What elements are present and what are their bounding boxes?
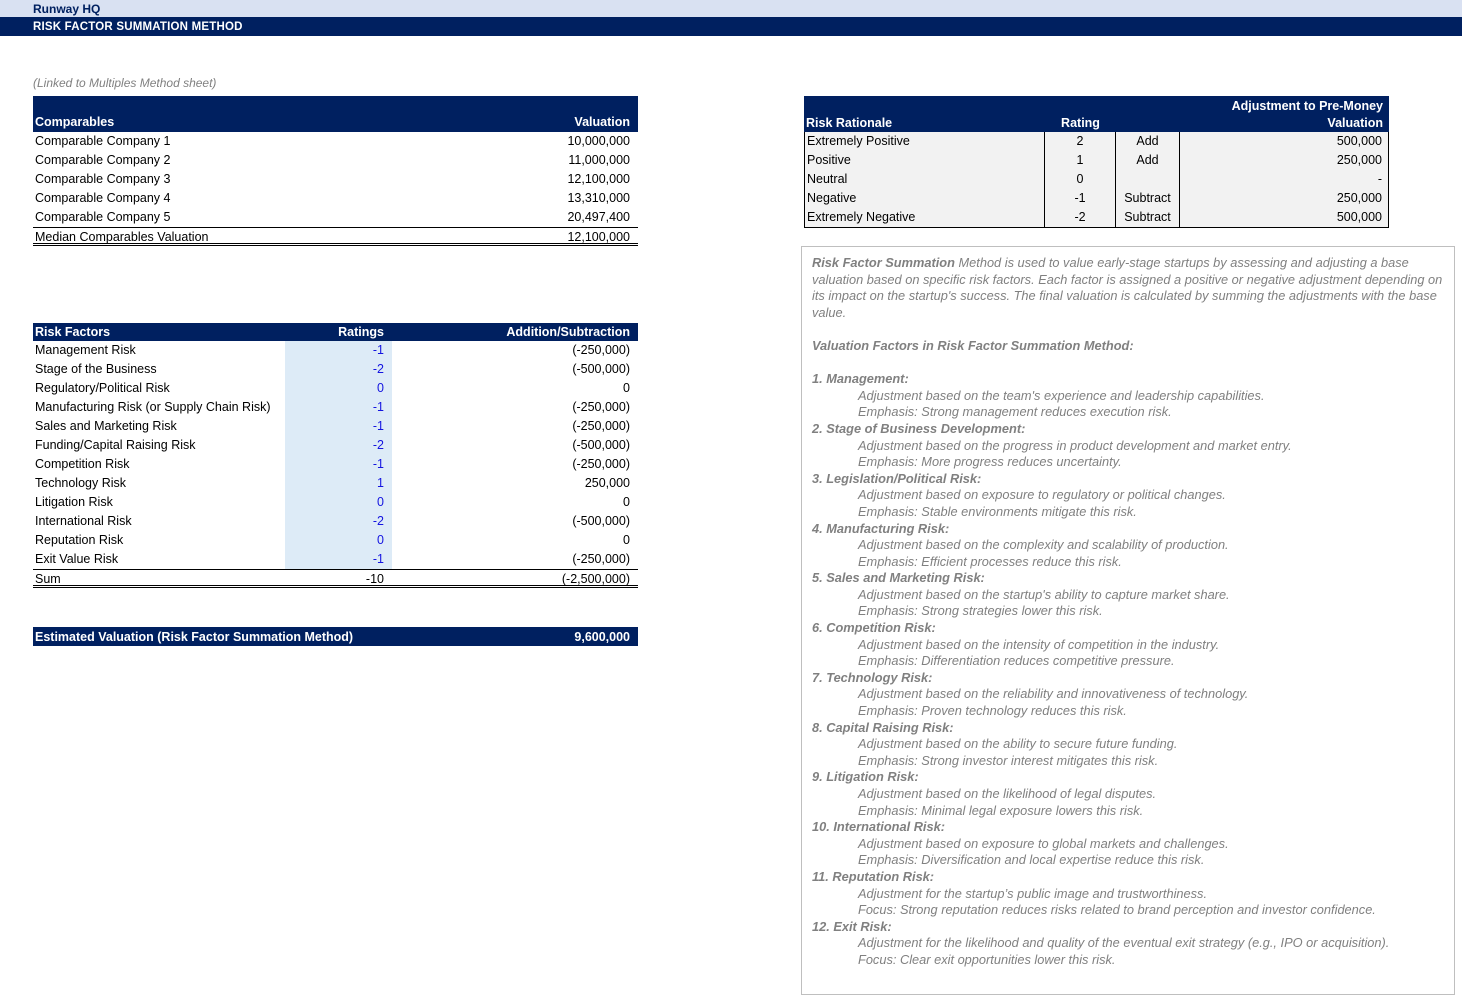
rationale-amount: 250,000 (1336, 153, 1382, 167)
table-row (33, 436, 638, 455)
risk-factors-table (33, 323, 638, 588)
company-name: Runway HQ (33, 1, 101, 16)
factor-rating-input[interactable]: -2 (285, 360, 392, 379)
factor-amount: (-500,000) (572, 438, 630, 452)
risk-rationale-body (804, 132, 1389, 228)
notes-item: 3. Legislation/Political Risk: Adjustment based on exposure to regulatory or political changes. Emphasis: Stable environments mitigate this risk. (812, 470, 1226, 519)
sheet-title: RISK FACTOR SUMMATION METHOD (33, 20, 243, 33)
factor-name: Management Risk (35, 343, 136, 357)
factor-rating-input[interactable]: -1 (285, 398, 392, 417)
factor-rating-input[interactable]: 0 (285, 531, 392, 550)
estimated-valuation-label: Estimated Valuation (Risk Factor Summation Method) (35, 629, 354, 644)
factor-rating-input[interactable]: -2 (285, 436, 392, 455)
table-row (33, 493, 638, 512)
comparable-valuation-cell[interactable]: 20,497,400 (567, 210, 630, 224)
workbook-header-bar (0, 0, 1462, 17)
sum-amount: (-2,500,000) (561, 572, 630, 586)
table-row (33, 379, 638, 398)
rationale-col-name: Risk Rationale (806, 116, 893, 130)
estimated-valuation-value: 9,600,000 (574, 629, 630, 644)
rationale-action: Add (1116, 151, 1180, 170)
table-row (805, 189, 1388, 208)
rationale-col-rating: Rating (1061, 116, 1100, 130)
factor-rating-input[interactable]: -1 (285, 341, 392, 360)
table-row (33, 512, 638, 531)
comparables-header (33, 96, 638, 132)
comparable-valuation-cell[interactable]: 12,100,000 (567, 172, 630, 186)
factor-name: Exit Value Risk (35, 552, 119, 566)
rationale-label: Positive (805, 151, 1045, 170)
sum-row (33, 569, 638, 588)
factors-col-ratings: Ratings (338, 325, 384, 339)
rationale-rating: 0 (1045, 170, 1116, 189)
comparable-name: Comparable Company 1 (35, 134, 171, 148)
table-row (33, 189, 638, 208)
rationale-rating: 1 (1045, 151, 1116, 170)
comparable-name: Comparable Company 4 (35, 191, 171, 205)
factor-name: Stage of the Business (35, 362, 157, 376)
rationale-label: Extremely Positive (805, 132, 1045, 151)
rationale-action: Add (1116, 132, 1180, 151)
rationale-label: Negative (805, 189, 1045, 208)
comparable-name: Comparable Company 2 (35, 153, 171, 167)
factor-rating-input[interactable]: -1 (285, 455, 392, 474)
factor-amount: (-250,000) (572, 343, 630, 357)
factor-amount: (-250,000) (572, 419, 630, 433)
median-value: 12,100,000 (567, 230, 630, 244)
methodology-notes-box (801, 246, 1455, 995)
rationale-amount: 500,000 (1336, 210, 1382, 224)
rationale-amount: 250,000 (1336, 191, 1382, 205)
factor-rating-input[interactable]: 1 (285, 474, 392, 493)
table-row (33, 550, 638, 569)
factor-amount: (-500,000) (572, 362, 630, 376)
notes-item: 10. International Risk: Adjustment based on exposure to global markets and challenges. Emphasis: Diversification and local expertise reduce this risk. (812, 819, 1229, 868)
sum-label: Sum (35, 572, 61, 586)
factor-amount: (-250,000) (572, 400, 630, 414)
table-row (33, 341, 638, 360)
factor-name: Reputation Risk (35, 533, 124, 547)
factor-amount: 0 (623, 495, 630, 509)
rationale-rating: 2 (1045, 132, 1116, 151)
factor-name: Litigation Risk (35, 495, 113, 509)
sum-rating: -10 (365, 572, 384, 586)
notes-item: 9. Litigation Risk: Adjustment based on the likelihood of legal disputes. Emphasis: Minimal legal exposure lowers this risk. (812, 769, 1157, 818)
factor-rating-input[interactable]: -2 (285, 512, 392, 531)
notes-item: 8. Capital Raising Risk: Adjustment based on the ability to secure future funding. Emphasis: Strong investor interest mitigates this risk. (812, 719, 1178, 768)
table-row (33, 417, 638, 436)
table-row (33, 360, 638, 379)
factor-amount: (-250,000) (572, 457, 630, 471)
table-row (805, 208, 1388, 227)
risk-rationale-table (804, 96, 1389, 228)
factor-name: Regulatory/Political Risk (35, 381, 170, 395)
factor-name: Funding/Capital Raising Risk (35, 438, 196, 452)
factor-rating-input[interactable]: -1 (285, 417, 392, 436)
rationale-action: Subtract (1116, 208, 1180, 227)
factor-name: Manufacturing Risk (or Supply Chain Risk) (35, 400, 271, 414)
notes-item: 11. Reputation Risk: Adjustment for the startup’s public image and trustworthiness. Focus: Strong reputation reduces risks related to brand perception and investor confidence. (812, 868, 1376, 918)
median-label: Median Comparables Valuation (35, 230, 209, 244)
rationale-rating: -1 (1045, 189, 1116, 208)
factors-col-addition: Addition/Subtraction (506, 325, 630, 339)
table-row (33, 151, 638, 170)
notes-item: 1. Management: Adjustment based on the team's experience and leadership capabilities. Emphasis: Strong management reduces execution risk. (812, 371, 1265, 420)
factor-name: Competition Risk (35, 457, 130, 471)
factors-col-name: Risk Factors (35, 325, 111, 339)
notes-item: 12. Exit Risk: Adjustment for the likelihood and quality of the eventual exit strategy (e.g., IPO or acquisition). Focus: Clear exit opportunities lower this risk. (812, 918, 1390, 967)
table-row (33, 398, 638, 417)
linked-note: (Linked to Multiples Method sheet) (33, 76, 217, 90)
comparable-valuation-cell[interactable]: 13,310,000 (567, 191, 630, 205)
median-row (33, 227, 638, 246)
factor-rating-input[interactable]: -1 (285, 550, 392, 569)
comparable-name: Comparable Company 3 (35, 172, 171, 186)
comparables-table (33, 96, 638, 246)
table-row (33, 132, 638, 151)
factor-rating-input[interactable]: 0 (285, 493, 392, 512)
risk-rationale-header (804, 96, 1389, 132)
table-row (33, 455, 638, 474)
comparables-col-name: Comparables (35, 115, 115, 129)
rationale-label: Extremely Negative (805, 208, 1045, 227)
risk-factors-header (33, 323, 638, 341)
notes-item: 4. Manufacturing Risk: Adjustment based on the complexity and scalability of production. Emphasis: Efficient processes reduce this risk. (812, 520, 1229, 569)
factor-name: Technology Risk (35, 476, 127, 490)
comparables-col-valuation: Valuation (574, 115, 630, 129)
rationale-action: Subtract (1116, 189, 1180, 208)
factor-amount: (-250,000) (572, 552, 630, 566)
table-row (33, 170, 638, 189)
notes-subtitle: Valuation Factors in Risk Factor Summation Method: (812, 337, 1134, 353)
notes-item: 5. Sales and Marketing Risk: Adjustment based on the startup's ability to capture market share. Emphasis: Strong strategies lower this risk. (812, 570, 1230, 619)
rationale-amount: - (1377, 172, 1382, 186)
notes-intro: Risk Factor Summation Method is used to value early-stage startups by assessing and adjusting a base valuation based on specific risk factors. Each factor is assigned a positive or negative adjustment depending on its impact on the startup's success. The final valuation is calculated by summing the adjustments with the base value. (812, 255, 1443, 320)
comparable-valuation-cell[interactable]: 10,000,000 (567, 134, 630, 148)
table-row (805, 151, 1388, 170)
rationale-label: Neutral (805, 170, 1045, 189)
factor-amount: 250,000 (584, 476, 630, 490)
table-row (33, 531, 638, 550)
factor-amount: 0 (623, 381, 630, 395)
notes-item: 7. Technology Risk: Adjustment based on the reliability and innovativeness of technology. Emphasis: Proven technology reduces this risk. (812, 669, 1249, 719)
comparable-valuation-cell[interactable]: 11,000,000 (568, 153, 630, 167)
factor-name: Sales and Marketing Risk (35, 419, 177, 433)
factor-amount: (-500,000) (572, 514, 630, 528)
sheet-title-bar (0, 17, 1462, 36)
table-row (805, 170, 1388, 189)
table-row (33, 474, 638, 493)
rationale-amount: 500,000 (1336, 134, 1382, 148)
rationale-rating: -2 (1045, 208, 1116, 227)
factor-rating-input[interactable]: 0 (285, 379, 392, 398)
table-row (33, 208, 638, 227)
notes-item: 2. Stage of Business Development: Adjustment based on the progress in product development and market entry. Emphasis: More progress reduces uncertainty. (812, 420, 1292, 470)
table-row (805, 132, 1388, 151)
rationale-action (1116, 170, 1180, 189)
factor-amount: 0 (623, 533, 630, 547)
estimated-valuation-bar (33, 627, 638, 646)
factor-name: International Risk (35, 514, 132, 528)
notes-item: 6. Competition Risk: Adjustment based on the intensity of competition in the industry. Emphasis: Differentiation reduces competitive pressure. (812, 620, 1220, 669)
rationale-col-adjustment: Adjustment to Pre-Money Valuation (1231, 99, 1383, 130)
comparable-name: Comparable Company 5 (35, 210, 171, 224)
